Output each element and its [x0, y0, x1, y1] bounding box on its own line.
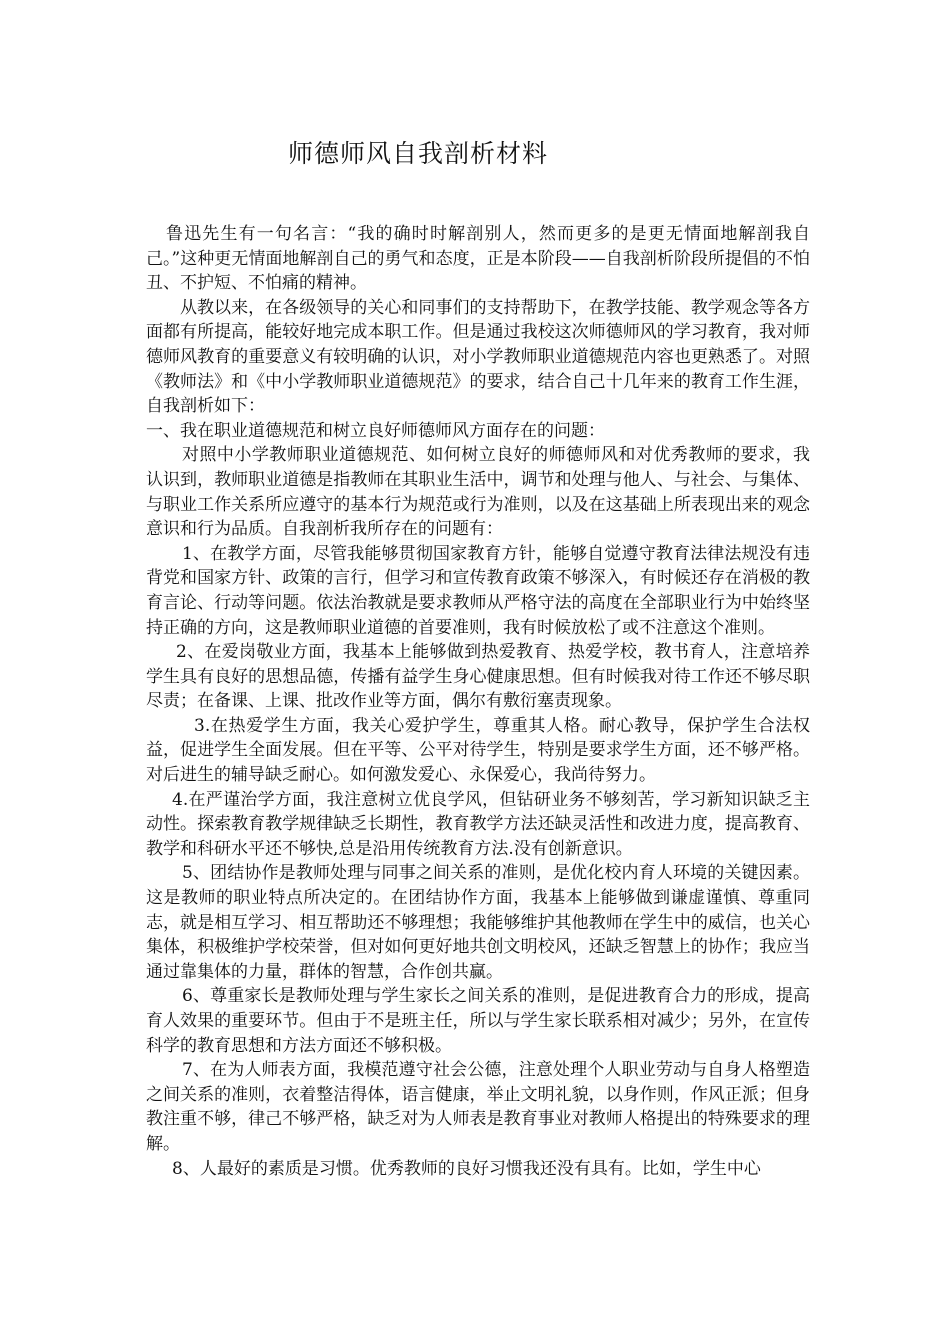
document-title: 师德师风自我剖析材料: [288, 139, 549, 168]
section-heading-problems: 一、我在职业道德规范和树立良好师德师风方面存在的问题：: [146, 420, 605, 441]
paragraph-item-6: 6、尊重家长是教师处理与学生家长之间关系的准则，是促进教育合力的形成，提高育人效果的重要环节。但由于不是班主任，所以与学生家长联系相对减少；另外，在宣传科学的教育思想和方法方面还不够积极。: [146, 986, 810, 1056]
paragraph-item-8: 8、人最好的素质是习惯。优秀教师的良好习惯我还没有具有。比如，学生中心: [172, 1158, 761, 1179]
paragraph-standards: 对照中小学教师职业道德规范、如何树立良好的师德师风和对优秀教师的要求，我认识到，教师职业道德是指教师在其职业生活中，调节和处理与他人、与社会、与集体、与职业工作关系所应遵守的基本行为规范或行为准则，以及在这基础上所表现出来的观念意识和行为品质。自我剖析我所存在的问题有：: [146, 445, 810, 540]
paragraph-item-5: 5、团结协作是教师处理与同事之间关系的准则，是优化校内育人环境的关键因素。这是教师的职业特点所决定的。在团结协作方面，我基本上能够做到谦虚谨慎、尊重同志，就是相互学习、相互帮助还不够理想；我能够维护其他教师在学生中的威信，也关心集体，积极维护学校荣誉，但对如何更好地共创文明校风，还缺乏智慧上的协作；我应当通过靠集体的力量，群体的智慧，合作创共赢。: [146, 863, 810, 982]
paragraph-item-4: 4.在严谨治学方面，我注意树立优良学风，但钻研业务不够刻苦，学习新知识缺乏主动性。探索教育教学规律缺乏长期性，教育教学方法还缺灵活性和改进力度，提高教育、教学和科研水平还不够快,总是沿用传统教育方法.没有创新意识。: [146, 789, 810, 859]
paragraph-item-1: 1、在教学方面，尽管我能够贯彻国家教育方针，能够自觉遵守教育法律法规没有违背党和国家方针、政策的言行，但学习和宣传教育政策不够深入，有时候还存在消极的教育言论、行动等问题。依法治教就是要求教师从严格守法的高度在全部职业行为中始终坚持正确的方向，这是教师职业道德的首要准则，我有时候放松了或不注意这个准则。: [146, 543, 810, 638]
paragraph-item-3: 3.在热爱学生方面，我关心爱护学生，尊重其人格。耐心教导，保护学生合法权益，促进学生全面发展。但在平等、公平对待学生，特别是要求学生方面，还不够严格。对后进生的辅导缺乏耐心。如何激发爱心、永保爱心，我尚待努力。: [146, 715, 810, 786]
document-body: [146, 222, 810, 1181]
paragraph-item-2: 2、在爱岗敬业方面，我基本上能够做到热爱教育、热爱学校，教书育人，注意培养学生具有良好的思想品德，传播有益学生身心健康思想。但有时候我对待工作还不够尽职尽责；在备课、上课、批改作业等方面，偶尔有敷衍塞责现象。: [146, 642, 810, 712]
paragraph-background: 从教以来，在各级领导的关心和同事们的支持帮助下，在教学技能、教学观念等各方面都有所提高，能较好地完成本职工作。但是通过我校这次师德师风的学习教育，我对师德师风教育的重要意义有较明确的认识，对小学教师职业道德规范内容也更熟悉了。对照《教师法》和《中小学教师职业道德规范》的要求，结合自己十几年来的教育工作生涯，自我剖析如下：: [146, 297, 810, 417]
paragraph-item-7: 7、在为人师表方面，我模范遵守社会公德，注意处理个人职业劳动与自身人格塑造之间关系的准则，衣着整洁得体，语言健康，举止文明礼貌，以身作则，作风正派；但身教注重不够，律己不够严格，缺乏对为人师表是教育事业对教师人格提出的特殊要求的理解。: [146, 1060, 810, 1154]
paragraph-intro-quote: 鲁迅先生有一句名言：“我的确时时解剖别人，然而更多的是更无情面地解剖我自己。”这种更无情面地解剖自己的勇气和态度，正是本阶段——自我剖析阶段所提倡的不怕丑、不护短、不怕痛的精神。: [146, 224, 810, 294]
